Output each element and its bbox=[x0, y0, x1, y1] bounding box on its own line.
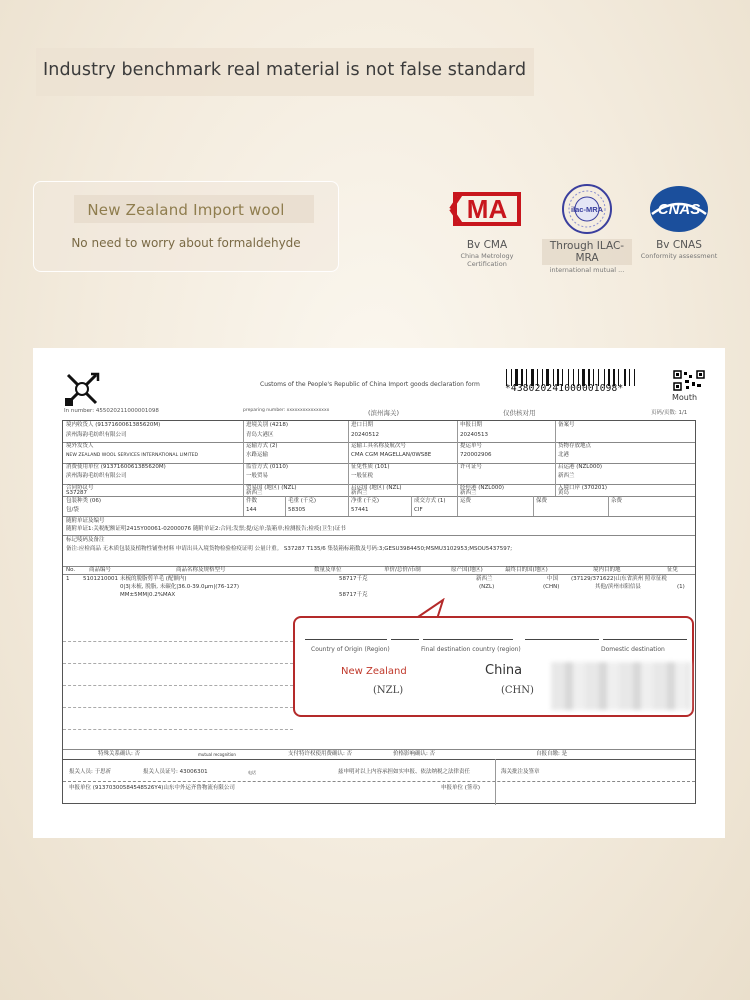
cell-pieces: 144 bbox=[246, 507, 257, 513]
cell-contract: S37287 bbox=[66, 490, 87, 496]
marks-label: 标记唛码及备注 bbox=[66, 537, 105, 543]
cell-storage: 北港 bbox=[558, 452, 570, 458]
cell-terms: CIF bbox=[414, 507, 423, 513]
cell-storage-label: 货物存放地点 bbox=[558, 443, 592, 449]
cell-package-label: 包装种类 (06) bbox=[66, 498, 102, 504]
item-dest-code: (CHN) bbox=[543, 584, 560, 590]
cell-bl: 720002906 bbox=[460, 452, 492, 458]
cell-net: 57441 bbox=[351, 507, 369, 513]
blurred-domestic-destination bbox=[551, 662, 691, 710]
cnas-icon bbox=[634, 180, 724, 238]
declaring-unit: 申报单位 (91370300584548526Y4)山东中外运齐鲁物流有限公司 bbox=[69, 785, 235, 791]
cell-record-no-label: 备案号 bbox=[558, 422, 575, 428]
ilac-mra-icon bbox=[542, 180, 632, 238]
cell-ship-country: 新西兰 bbox=[351, 490, 368, 496]
in-number: In number: 455020211000001098 bbox=[64, 408, 159, 414]
cell-terms-label: 成交方式 (1) bbox=[414, 498, 446, 504]
qr-code-icon bbox=[673, 370, 705, 391]
cert-cma bbox=[442, 180, 532, 268]
marks-text: 备注:应检商品 无木质包装及植物性铺垫材料 申请出具入境货物检验检疫证明 公量计重。 S37287 T135/6 集装箱标箱数及号码:3;GESU3984450;MSMU3102953;MSOU5437597; bbox=[66, 546, 513, 552]
item-header-no: No. bbox=[66, 567, 76, 573]
barcode-bar bbox=[629, 369, 630, 386]
cell-declare-date: 20240513 bbox=[460, 432, 488, 438]
preparing-number: preparing number: xxxxxxxxxxxxxxxx bbox=[243, 408, 330, 413]
cell-trade-country-label: 贸易国 (地区) (NZL) bbox=[246, 485, 297, 491]
cell-supervision: 一般贸易 bbox=[246, 473, 269, 479]
ilac-logo-text: ilac-MRA bbox=[570, 205, 604, 214]
cell-vessel: CMA CGM MAGELLAN/0WS8E bbox=[351, 452, 432, 458]
cnas-logo-text: CNAS bbox=[657, 201, 701, 218]
self-report: 自报自缴: 是 bbox=[536, 751, 568, 757]
cell-net-label: 净重 (千克) bbox=[351, 498, 380, 504]
barcode-bar bbox=[624, 369, 626, 386]
cell-transport: 水路运输 bbox=[246, 452, 269, 458]
item-header-name: 商品名称及规格型号 bbox=[176, 567, 226, 573]
wool-card-subtitle: No need to worry about formaldehyde bbox=[71, 236, 301, 250]
customs-office: (滨州海关) bbox=[368, 409, 400, 417]
item-spec: 0|3|未梳, 脱脂, 未碳化|36.0-39.0μm|(76-127) bbox=[120, 584, 240, 590]
cell-import-date: 20240512 bbox=[351, 432, 379, 438]
item-domestic2: 其他/滨州市阳信县 bbox=[595, 584, 641, 590]
cell-entry-port: 青岛大港区 bbox=[246, 432, 274, 438]
cell-supervision-label: 监管方式 (0110) bbox=[246, 464, 289, 470]
cell-import-date-label: 进口日期 bbox=[351, 422, 374, 428]
cma-icon bbox=[442, 180, 532, 238]
mutual-recognition-label: mutual recognition bbox=[198, 752, 236, 757]
phone-label: 电话 bbox=[248, 770, 256, 775]
declarant: 报关人员: 于思祈 bbox=[69, 769, 112, 775]
cell-entry-label: 入境口岸 (370201) bbox=[558, 485, 608, 491]
cell-contract-label: 合同协议号 bbox=[66, 485, 94, 491]
origin-value: New Zealand bbox=[341, 666, 407, 677]
usage-note: 仅供核对用 bbox=[503, 409, 536, 417]
page-count: 页码/页数: 1/1 bbox=[651, 410, 688, 416]
item-origin-code: (NZL) bbox=[479, 584, 495, 590]
customs-remarks: 海关批注及签章 bbox=[501, 769, 540, 775]
cert-cma-subcaption: China Metrology Certification bbox=[460, 252, 514, 268]
cell-insurance-label: 保费 bbox=[536, 498, 548, 504]
item-header-price: 单价/总价/币制 bbox=[384, 567, 421, 573]
cell-gross-label: 毛重 (千克) bbox=[288, 498, 317, 504]
wool-card-title: New Zealand Import wool bbox=[87, 201, 285, 219]
item-header-origin: 原产国(地区) bbox=[451, 567, 483, 573]
cell-consignee: 滨州海韵毛纺织有限公司 bbox=[66, 432, 127, 438]
cell-user: 滨州海韵毛纺织有限公司 bbox=[66, 473, 127, 479]
cell-license-label: 许可证号 bbox=[460, 464, 483, 470]
item-qty2: 58717千克 bbox=[339, 592, 368, 598]
headline-banner bbox=[36, 48, 534, 96]
docs-label: 随附单证及编号 bbox=[66, 518, 105, 524]
item-name: 未梳的脱脂剪羊毛 (配额内) bbox=[120, 576, 187, 582]
final-destination-value: China bbox=[485, 663, 523, 678]
item-header-domestic: 境内目的地 bbox=[593, 567, 621, 573]
item-header-final: 最终目的国(地区) bbox=[505, 567, 548, 573]
cell-gross: 58305 bbox=[288, 507, 306, 513]
customs-declaration-document bbox=[33, 348, 725, 838]
declaration-table bbox=[62, 420, 696, 804]
cell-declare-date-label: 申报日期 bbox=[460, 422, 483, 428]
cell-misc-label: 杂费 bbox=[611, 498, 623, 504]
cell-package: 包/袋 bbox=[66, 507, 79, 513]
item-domestic: (37129/371622)山东省滨州 照章征税 bbox=[571, 576, 667, 582]
item-spec2: MM±5MM|0.2%MAX bbox=[120, 592, 176, 598]
item-header-exempt: 征免 bbox=[667, 567, 679, 573]
cert-cnas bbox=[634, 180, 724, 260]
headline-text: Industry benchmark real material is not false standard bbox=[43, 60, 527, 80]
cell-departure-port-label: 启运港 (NZL000) bbox=[558, 464, 602, 470]
cell-transit-label: 经停港 (NZL000) bbox=[460, 485, 504, 491]
item-exempt: (1) bbox=[677, 584, 685, 590]
origin-code: (NZL) bbox=[373, 685, 404, 696]
cell-departure-port: 新西兰 bbox=[558, 473, 575, 479]
cma-logo-text: MA bbox=[466, 194, 508, 224]
cell-freight-label: 运费 bbox=[460, 498, 472, 504]
declaring-stamp: 申报单位 (签章) bbox=[441, 785, 481, 791]
barcode-bar bbox=[634, 369, 635, 386]
special-relation: 特殊关系确认: 否 bbox=[98, 751, 141, 757]
cell-bl-label: 提运单号 bbox=[460, 443, 483, 449]
declaration-statement: 兹申明对以上内容承担如实申报、依法纳税之法律责任 bbox=[338, 769, 471, 775]
royalty: 支付特许权使用费确认: 否 bbox=[288, 751, 353, 757]
barcode-bar bbox=[631, 369, 633, 386]
cell-levy-label: 征免性质 (101) bbox=[351, 464, 390, 470]
declarant-code: 报关人员证号: 43006301 bbox=[143, 769, 208, 775]
item-header-code: 商品编号 bbox=[89, 567, 112, 573]
cell-trade-country: 新西兰 bbox=[246, 490, 263, 496]
cert-ilac-subcaption: international mutual ... bbox=[549, 266, 625, 274]
item-header-qty: 数量及单位 bbox=[314, 567, 342, 573]
qr-caption: Mouth bbox=[672, 393, 698, 402]
wool-card bbox=[33, 181, 339, 272]
cert-cma-caption: Bv CMA bbox=[466, 239, 508, 251]
final-destination-code: (CHN) bbox=[501, 685, 534, 696]
cell-levy: 一般征税 bbox=[351, 473, 374, 479]
cert-cnas-subcaption: Conformity assessment bbox=[640, 252, 718, 260]
barcode-bar bbox=[627, 369, 628, 386]
origin-label: Country of Origin (Region) bbox=[311, 646, 390, 653]
cell-ship-country-label: 启运国 (地区) (NZL) bbox=[351, 485, 402, 491]
item-dest: 中国 bbox=[547, 576, 559, 582]
cell-transit: 新西兰 bbox=[460, 490, 477, 496]
item-code: 5101210001 bbox=[83, 576, 118, 582]
customs-emblem-icon bbox=[63, 370, 101, 408]
cert-ilac bbox=[542, 180, 632, 274]
barcode-bar bbox=[636, 369, 637, 386]
declaration-title: Customs of the People's Republic of China Import goods declaration form bbox=[260, 381, 480, 388]
cell-shipper: NEW ZEALAND WOOL SERVICES INTERNATIONAL LIMITED bbox=[66, 453, 199, 458]
cell-entry: 黄岛 bbox=[558, 490, 570, 496]
cell-consignee-label: 境内收货人 (9137160061385620M) bbox=[66, 422, 161, 428]
cert-ilac-caption: Through ILAC-MRA bbox=[542, 239, 632, 265]
cell-user-label: 消费使用单位 (9137160061385620M) bbox=[66, 464, 166, 470]
domestic-destination-label: Domestic destination bbox=[601, 646, 665, 653]
cell-vessel-label: 运输工具名称及航次号 bbox=[351, 443, 407, 449]
cell-pieces-label: 件数 bbox=[246, 498, 258, 504]
origin-destination-callout bbox=[293, 616, 694, 717]
cell-entry-port-label: 进境关别 (4218) bbox=[246, 422, 289, 428]
item-origin: 新西兰 bbox=[476, 576, 493, 582]
docs-text: 随附单证1:关税配额证明2415Y00061-02000076 随附单证2:合同;发票;提/运单;装箱单;检测报告;检疫(卫生)证书 bbox=[66, 526, 346, 532]
barcode-number: *438020241000001098* bbox=[505, 383, 624, 394]
final-destination-label: Final destination country (region) bbox=[421, 646, 521, 653]
cert-cnas-caption: Bv CNAS bbox=[656, 239, 702, 251]
cell-shipper-label: 境外发货人 bbox=[66, 443, 94, 449]
cell-transport-label: 运输方式 (2) bbox=[246, 443, 278, 449]
item-no: 1 bbox=[66, 576, 70, 582]
item-qty1: 58717千克 bbox=[339, 576, 368, 582]
price-effect: 价格影响确认: 否 bbox=[393, 751, 436, 757]
